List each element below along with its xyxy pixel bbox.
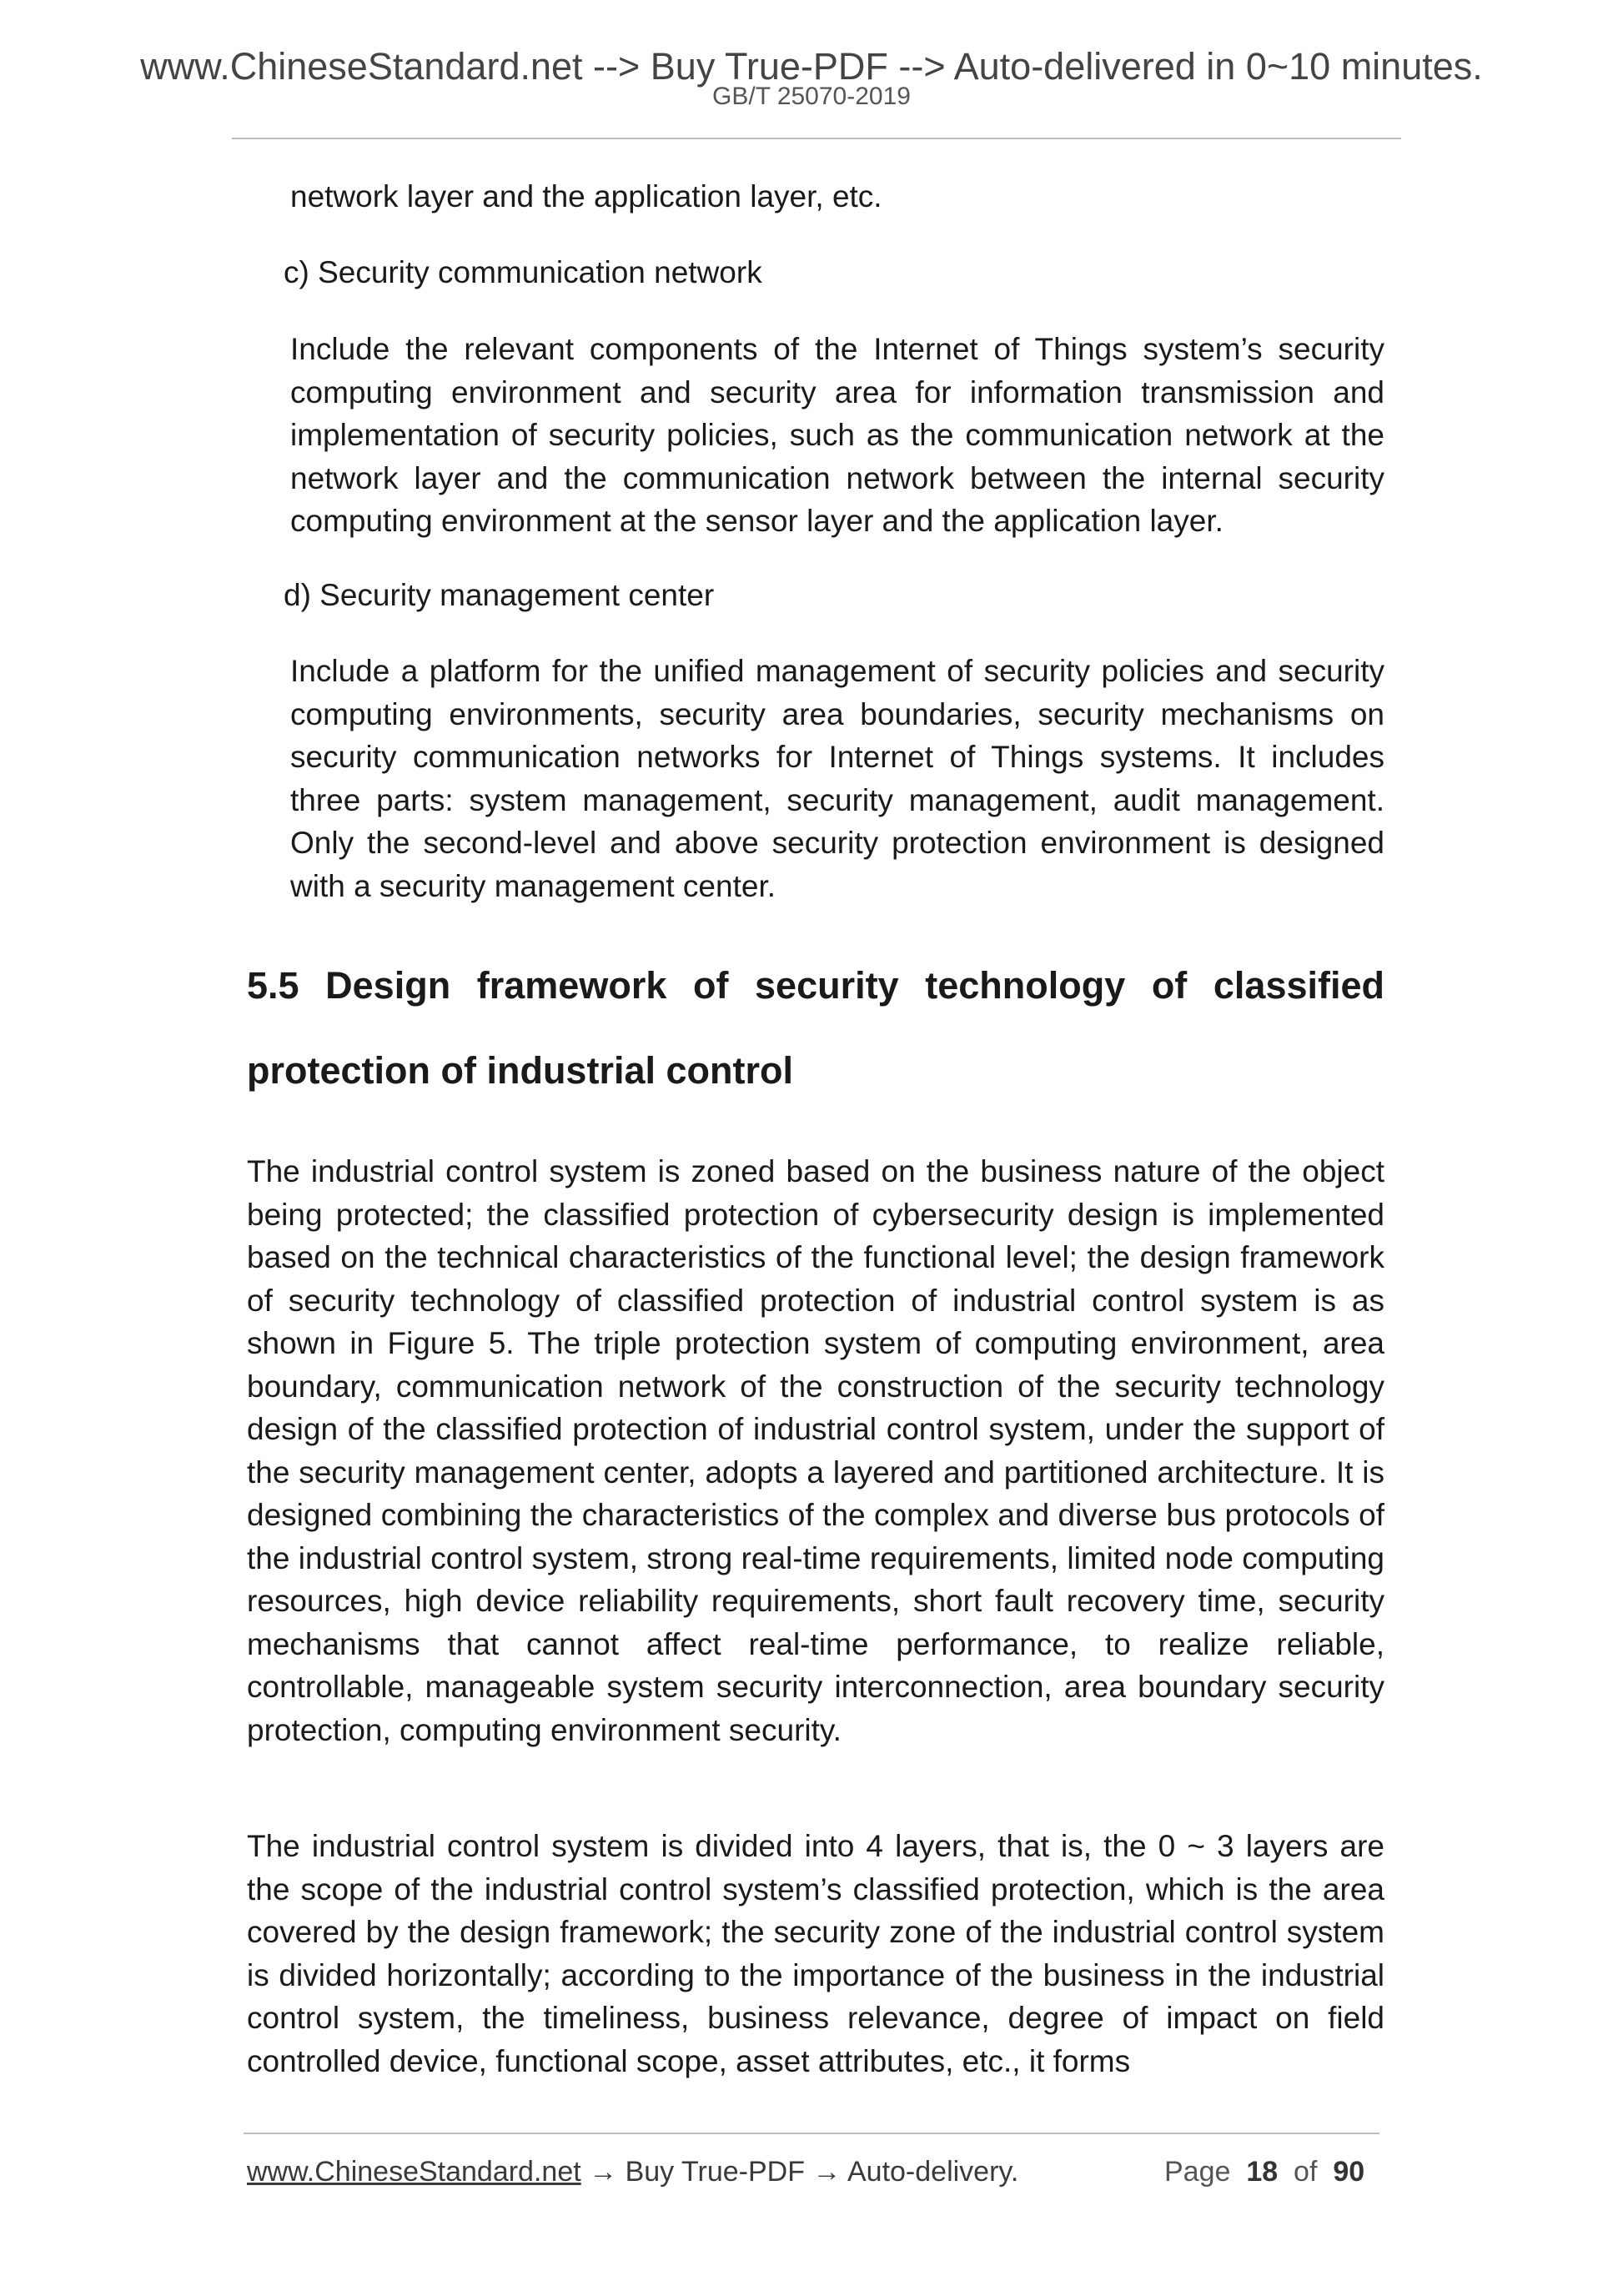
page-label: Page [1164, 2156, 1231, 2188]
site-banner: www.ChineseStandard.net --> Buy True-PDF --> Auto-delivered in 0~10 minutes. [140, 45, 1483, 88]
page-number: 18 [1246, 2156, 1279, 2188]
item-d-heading: d) Security management center [284, 578, 715, 612]
item-c-heading: c) Security communication network [284, 255, 762, 289]
item-c-paragraph: Include the relevant components of the Internet of Things system’s security computing environment and security area for information transmission and implementation of security policies, such as the communication network at the network layer and the communication network between the internal security computing environment at the sensor layer and the application layer. [290, 332, 1384, 538]
page-indicator [1164, 2153, 1364, 2190]
footer-divider [244, 2133, 1379, 2134]
section-heading: 5.5 Design framework of security technology of classified protection of industrial control [247, 964, 1384, 1092]
item-d-paragraph: Include a platform for the unified management of security policies and security computing environments, security area boundaries, security mechanisms on security communication networks for Internet of Things systems. It includes three parts: system management, security management, audit management. Only the second-level and above security protection environment is designed with a security management center. [290, 654, 1384, 903]
of-label: of [1294, 2156, 1318, 2188]
header-divider [232, 138, 1401, 139]
body-paragraph-2: The industrial control system is divided into 4 layers, that is, the 0 ~ 3 layers are the scope of the industrial control system’s classified protection, which is the area covered by the design framework; the security zone of the industrial control system is divided horizontally; according to the importance of the business in the industrial control system, the timeliness, business relevance, degree of impact on field controlled device, functional scope, asset attributes, etc., it forms [247, 1829, 1384, 2078]
continuation-paragraph: network layer and the application layer, etc. [290, 179, 882, 214]
footer-site-link[interactable]: www.ChineseStandard.net [247, 2156, 581, 2188]
standard-code: GB/T 25070-2019 [712, 83, 911, 110]
total-pages: 90 [1333, 2156, 1365, 2188]
body-paragraph-1: The industrial control system is zoned based on the business nature of the object being protected; the classified protection of cybersecurity design is implemented based on the technical characteristics of the functional level; the design framework of security technology of classified protection of industrial control system is as shown in Figure 5. The triple protection system of computing environment, area boundary, communication network of the construction of the security technology design of the classified protection of industrial control system, under the support of the security management center, adopts a layered and partitioned architecture. It is designed combining the characteristics of the complex and diverse bus protocols of the industrial control system, strong real-time requirements, limited node computing resources, high device reliability requirements, short fault recovery time, security mechanisms that cannot affect real-time performance, to realize reliable, controllable, manageable system security interconnection, area boundary security protection, computing environment security. [247, 1154, 1384, 1747]
footer-promo-text: → Buy True-PDF → Auto-delivery. [580, 2156, 1019, 2188]
footer-promo [247, 2153, 1018, 2190]
